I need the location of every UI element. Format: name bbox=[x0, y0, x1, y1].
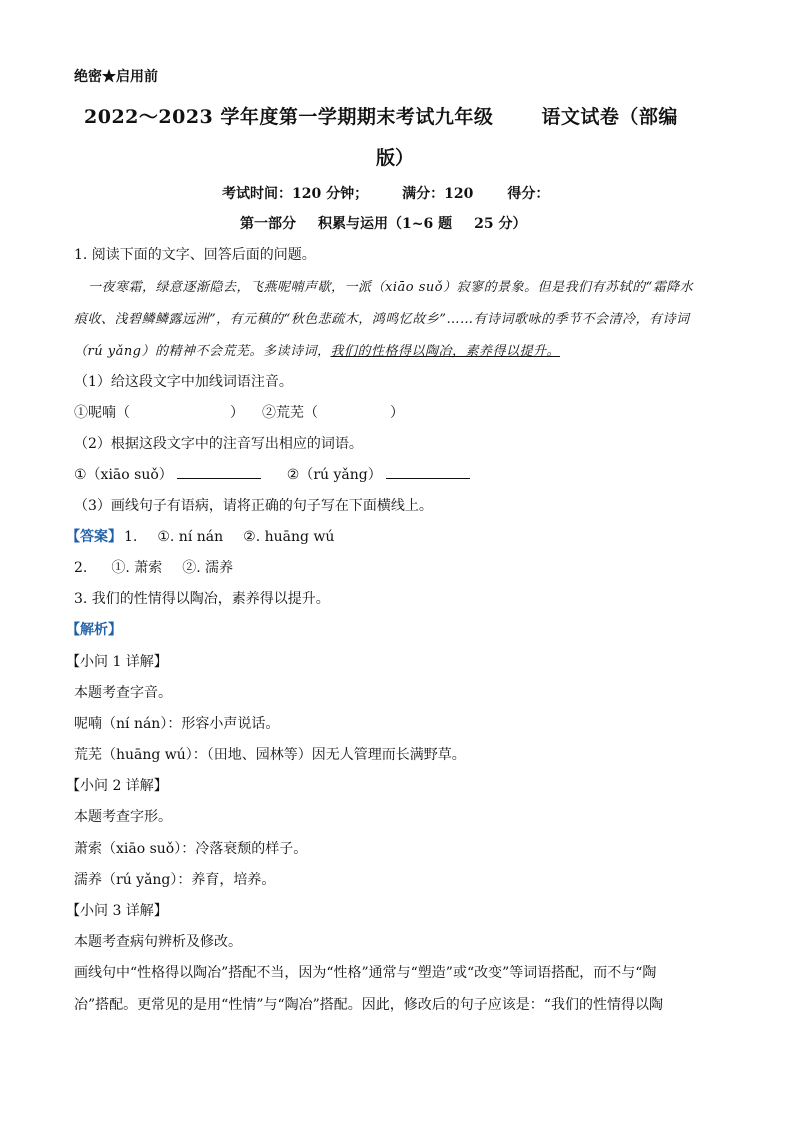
item-close: ） bbox=[390, 405, 404, 421]
analysis-tag: 【解析】 bbox=[66, 622, 122, 638]
exam-title-line2: 版） bbox=[376, 147, 415, 169]
question-stem: 1. 阅读下面的文字、回答后面的问题。 bbox=[74, 247, 316, 263]
exam-title-part-a: 2022～2023 学年度第一学期期末考试九年级 bbox=[84, 106, 494, 128]
passage-line: 痕收、浅碧鳞鳞露远洲”，有元稹的“秋色悲疏木，鸿鸣忆故乡”……有诗词歌咏的季节不会清冷，有诗词 bbox=[74, 312, 690, 327]
analysis-line: 本题考查字形。 bbox=[74, 809, 172, 825]
answer-num: 2. bbox=[74, 560, 88, 576]
analysis-line: 本题考查病句辨析及修改。 bbox=[74, 934, 242, 950]
answer-item: ①. 萧索 bbox=[111, 560, 163, 576]
item-label: ①（xiāo suǒ） bbox=[74, 467, 173, 483]
sub-analysis-title: 【小问 2 详解】 bbox=[66, 778, 168, 794]
passage-line: 一夜寒霜，绿意逐渐隐去，飞燕呢喃声歇，一派（xiāo suǒ）寂寥的景象。但是我们有苏轼的“霜降水 bbox=[88, 280, 694, 295]
sub-question-3: （3）画线句子有语病，请将正确的句子写在下面横线上。 bbox=[74, 498, 433, 514]
analysis-line: 呢喃（ní nán）：形容小声说话。 bbox=[74, 716, 280, 732]
full-score: 满分：120 bbox=[402, 186, 474, 202]
analysis-line: 濡养（rú yǎng）：养育，培养。 bbox=[74, 872, 276, 888]
sub-question-2-items bbox=[74, 464, 470, 484]
exam-meta bbox=[222, 183, 583, 203]
exam-title-line1 bbox=[84, 102, 678, 129]
passage-line bbox=[74, 340, 560, 359]
answer-item: ②. 濡养 bbox=[182, 560, 234, 576]
part-name: 第一部分 bbox=[240, 216, 296, 232]
passage-text: （rú yǎng）的精神不会荒芜。多读诗词， bbox=[74, 344, 331, 359]
part-desc: 积累与运用（1~6 题 bbox=[318, 216, 453, 232]
answer-item: ②. huāng wú bbox=[243, 529, 335, 545]
analysis-line: 画线句中“性格得以陶冶”搭配不当，因为“性格”通常与“塑造”或“改变”等词语搭配，而不与“陶 bbox=[74, 965, 657, 981]
underlined-sentence: 我们的性格得以陶冶，素养得以提升。 bbox=[330, 344, 561, 359]
analysis-line: 荒芜（huāng wú）：（田地、园林等）因无人管理而长满野草。 bbox=[74, 747, 466, 763]
exam-title-part-b: 语文试卷（部编 bbox=[541, 106, 678, 128]
answer-blank[interactable] bbox=[386, 466, 470, 479]
answer-item: ①. ní nán bbox=[157, 529, 224, 545]
confidential-mark: 绝密★启用前 bbox=[74, 69, 158, 85]
sub-question-1-items bbox=[74, 402, 404, 422]
answer-row-3: 3. 我们的性情得以陶冶，素养得以提升。 bbox=[74, 591, 330, 607]
item-close: ） bbox=[230, 405, 244, 421]
sub-question-2: （2）根据这段文字中的注音写出相应的词语。 bbox=[74, 436, 363, 452]
answer-num: 1. bbox=[124, 529, 138, 545]
analysis-line: 萧索（xiāo suǒ）：冷落衰颓的样子。 bbox=[74, 841, 308, 857]
answer-row-1 bbox=[66, 526, 354, 546]
part-points: 25 分） bbox=[474, 216, 527, 232]
item-label: ②（rú yǎng） bbox=[286, 467, 382, 483]
sub-analysis-title: 【小问 3 详解】 bbox=[66, 903, 168, 919]
score-label: 得分： bbox=[507, 186, 550, 202]
sub-question-1: （1）给这段文字中加线词语注音。 bbox=[74, 374, 293, 390]
analysis-line: 本题考查字音。 bbox=[74, 685, 172, 701]
part-heading bbox=[240, 213, 548, 233]
exam-time: 考试时间：120 分钟； bbox=[222, 186, 369, 202]
item-label: ②荒芜（ bbox=[262, 405, 318, 421]
analysis-line: 冶”搭配。更常见的是用“性情”与“陶冶”搭配。因此，修改后的句子应该是：“我们的性情得以陶 bbox=[74, 997, 663, 1013]
answer-row-2 bbox=[74, 557, 253, 577]
answer-blank[interactable] bbox=[177, 466, 261, 479]
item-label: ①呢喃（ bbox=[74, 405, 130, 421]
answer-tag: 【答案】 bbox=[66, 529, 122, 545]
sub-analysis-title: 【小问 1 详解】 bbox=[66, 654, 168, 670]
